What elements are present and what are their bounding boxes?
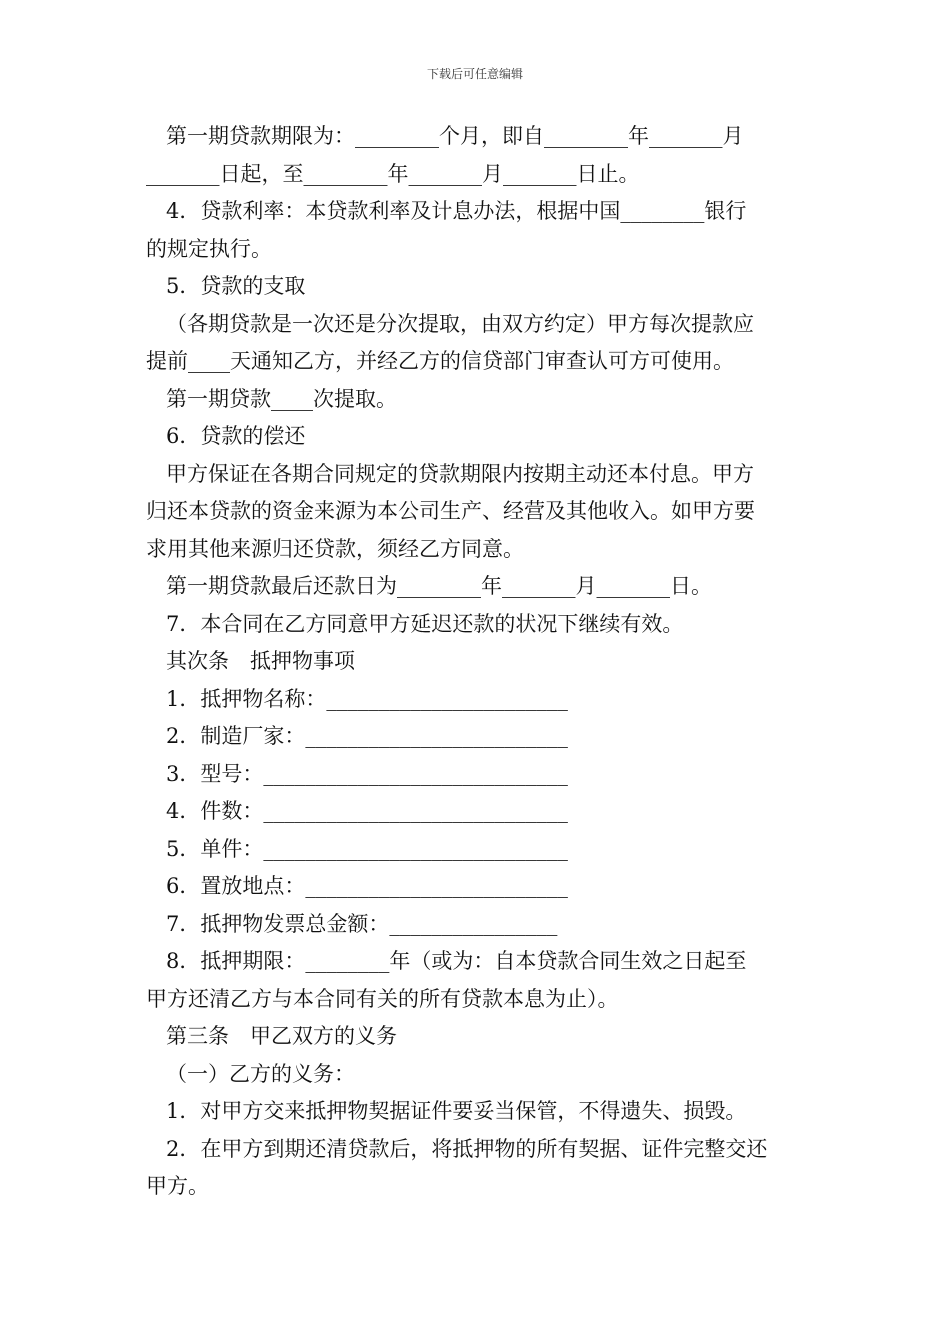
document-line: 5．单件：_____________________________	[166, 836, 568, 861]
document-line: _______日起，至________年_______月_______日止。	[146, 161, 640, 186]
document-line: 1．抵押物名称：_______________________	[166, 686, 568, 711]
document-line: 提前____天通知乙方，并经乙方的信贷部门审查认可方可使用。	[146, 349, 734, 373]
document-body	[146, 118, 810, 1206]
document-line: 6．贷款的偿还	[166, 424, 306, 448]
document-line: 4．件数：_____________________________	[166, 799, 568, 823]
document-line: 5．贷款的支取	[166, 274, 306, 298]
document-line: 其次条 抵押物事项	[166, 649, 355, 673]
document-line: 的规定执行。	[146, 236, 272, 261]
document-line: 7．抵押物发票总金额：________________	[166, 911, 558, 936]
document-line: 2．在甲方到期还清贷款后，将抵押物的所有契据、证件完整交还	[166, 1136, 768, 1161]
document-line: 归还本贷款的资金来源为本公司生产、经营及其他收入。如甲方要	[146, 499, 755, 523]
document-line: 第一期贷款____次提取。	[166, 386, 397, 411]
document-line: 第一期贷款期限为：________个月，即自________年_______月	[166, 124, 744, 148]
document-line: 甲方保证在各期合同规定的贷款期限内按期主动还本付息。甲方	[166, 461, 754, 486]
document-line: （各期贷款是一次还是分次提取，由双方约定）甲方每次提款应	[166, 311, 754, 336]
document-line: 求用其他来源归还贷款，须经乙方同意。	[146, 536, 524, 561]
document-line: 8．抵押期限：________年（或为：自本贷款合同生效之日起至	[166, 949, 747, 973]
document-line: 甲方还清乙方与本合同有关的所有贷款本息为止）。	[146, 986, 619, 1011]
document-line: 6．置放地点：_________________________	[166, 874, 568, 898]
document-line: （一）乙方的义务：	[166, 1061, 355, 1086]
document-line: 2．制造厂家：_________________________	[166, 724, 568, 748]
document-line: 甲方。	[146, 1174, 209, 1198]
document-line: 4．贷款利率：本贷款利率及计息办法，根据中国________银行	[166, 199, 747, 223]
document-line: 第三条 甲乙双方的义务	[166, 1024, 397, 1048]
document-line: 第一期贷款最后还款日为________年_______月_______日。	[166, 574, 712, 598]
document-line: 1．对甲方交来抵押物契据证件要妥当保管，不得遗失、损毁。	[166, 1099, 747, 1123]
page-header: 下载后可任意编辑	[426, 67, 523, 81]
document-line: 3．型号：_____________________________	[166, 761, 568, 786]
document-line: 7．本合同在乙方同意甲方延迟还款的状况下继续有效。	[166, 611, 684, 636]
